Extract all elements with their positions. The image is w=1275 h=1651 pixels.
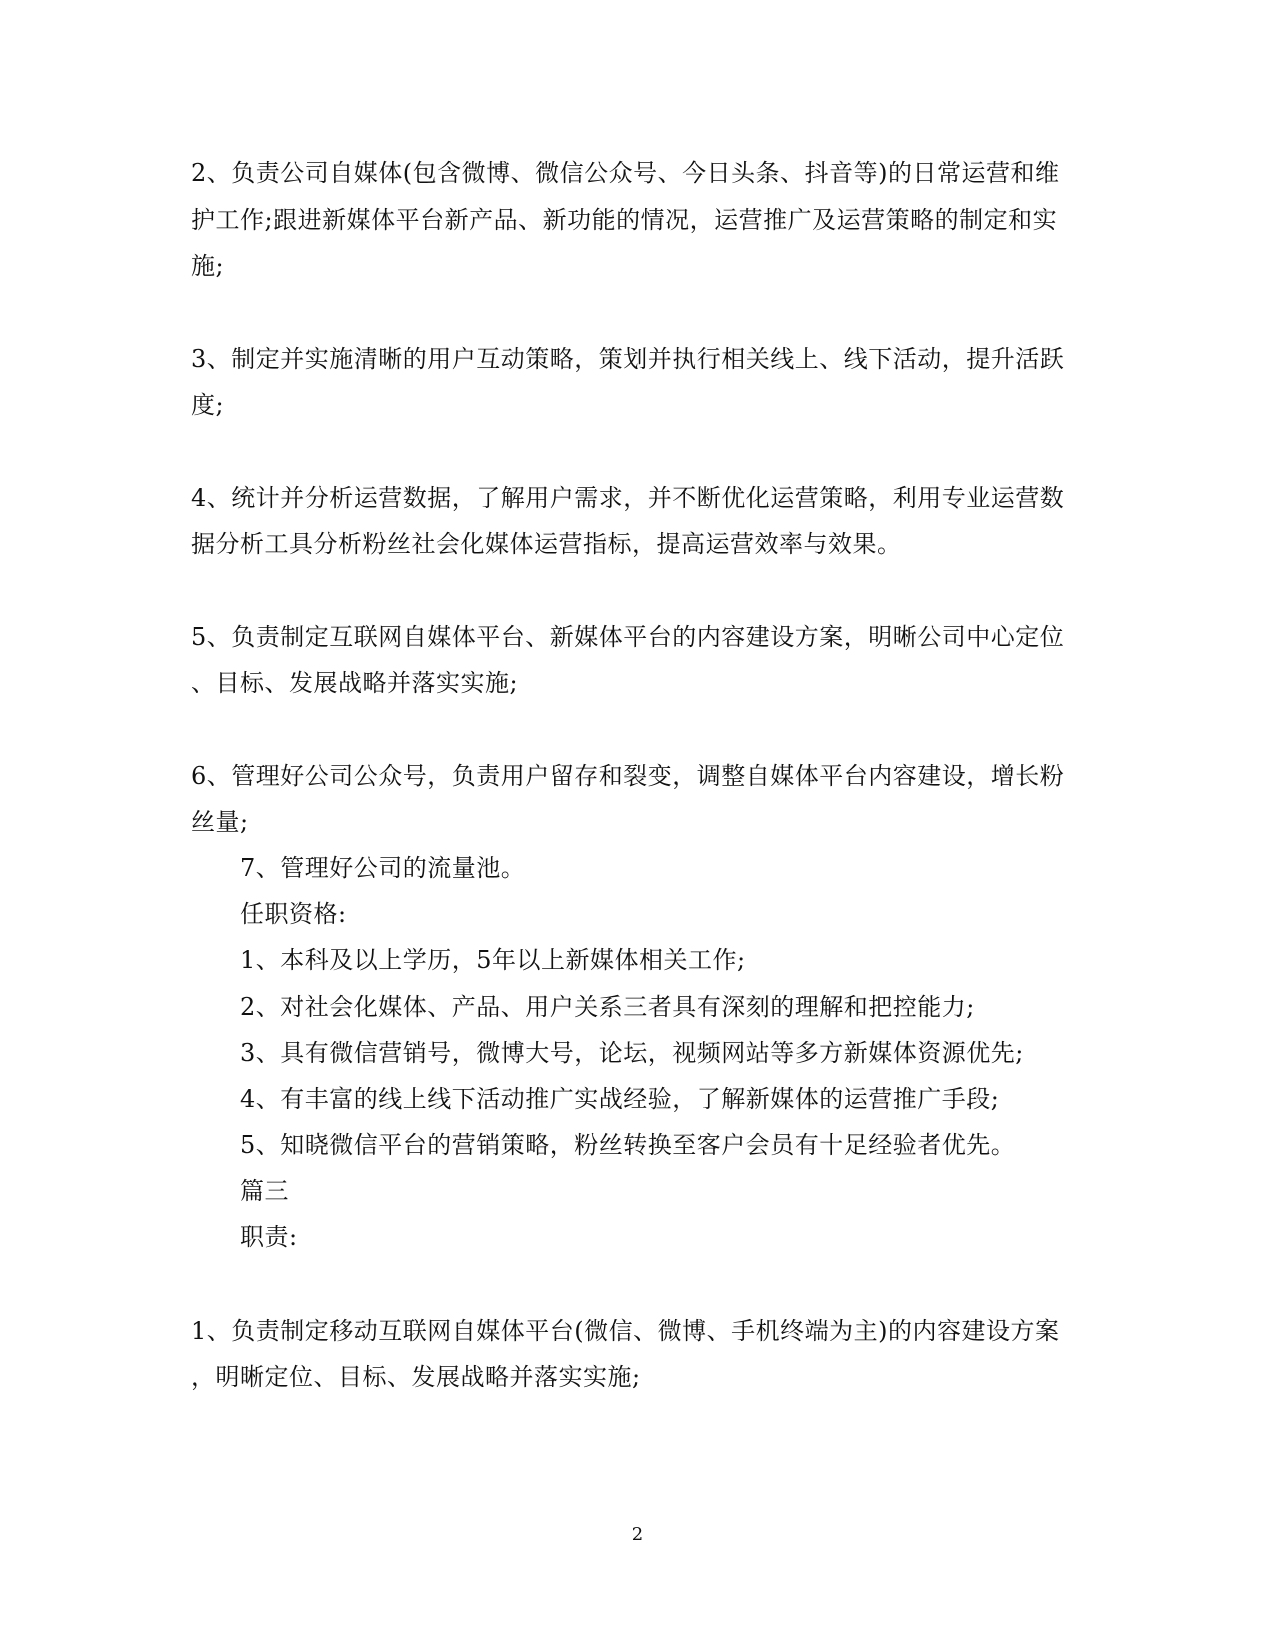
- list-item: 5、知晓微信平台的营销策略，粉丝转换至客户会员有十足经验者优先。: [240, 1131, 1016, 1159]
- page-number: 2: [631, 1524, 644, 1545]
- text-line: 7、管理好公司的流量池。: [240, 854, 526, 882]
- text-line: 护工作;跟进新媒体平台新产品、新功能的情况，运营推广及运营策略的制定和实: [191, 206, 1058, 234]
- list-item: 3、具有微信营销号，微博大号，论坛，视频网站等多方新媒体资源优先;: [240, 1039, 1024, 1067]
- list-item: 2、对社会化媒体、产品、用户关系三者具有深刻的理解和把控能力;: [240, 993, 975, 1021]
- text-line: ，明晰定位、目标、发展战略并落实实施;: [191, 1363, 641, 1391]
- text-line: 6、管理好公司公众号，负责用户留存和裂变，调整自媒体平台内容建设，增长粉: [191, 762, 1065, 790]
- text-line: 施;: [191, 252, 225, 280]
- section-heading: 职责:: [240, 1223, 298, 1251]
- section-heading: 任职资格:: [240, 900, 347, 928]
- text-line: 据分析工具分析粉丝社会化媒体运营指标，提高运营效率与效果。: [191, 530, 902, 558]
- text-line: 丝量;: [191, 808, 249, 836]
- list-item: 1、本科及以上学历，5年以上新媒体相关工作;: [240, 946, 746, 974]
- text-line: 、目标、发展战略并落实实施;: [191, 669, 519, 697]
- list-item: 4、有丰富的线上线下活动推广实战经验，了解新媒体的运营推广手段;: [240, 1085, 1000, 1113]
- text-line: 1、负责制定移动互联网自媒体平台(微信、微博、手机终端为主)的内容建设方案: [191, 1317, 1060, 1345]
- text-line: 4、统计并分析运营数据，了解用户需求，并不断优化运营策略，利用专业运营数: [191, 484, 1065, 512]
- section-heading: 篇三: [240, 1177, 289, 1205]
- text-line: 3、制定并实施清晰的用户互动策略，策划并执行相关线上、线下活动，提升活跃: [191, 345, 1065, 373]
- text-line: 2、负责公司自媒体(包含微博、微信公众号、今日头条、抖音等)的日常运营和维: [191, 159, 1060, 187]
- text-line: 5、负责制定互联网自媒体平台、新媒体平台的内容建设方案，明晰公司中心定位: [191, 623, 1065, 651]
- text-line: 度;: [191, 391, 225, 419]
